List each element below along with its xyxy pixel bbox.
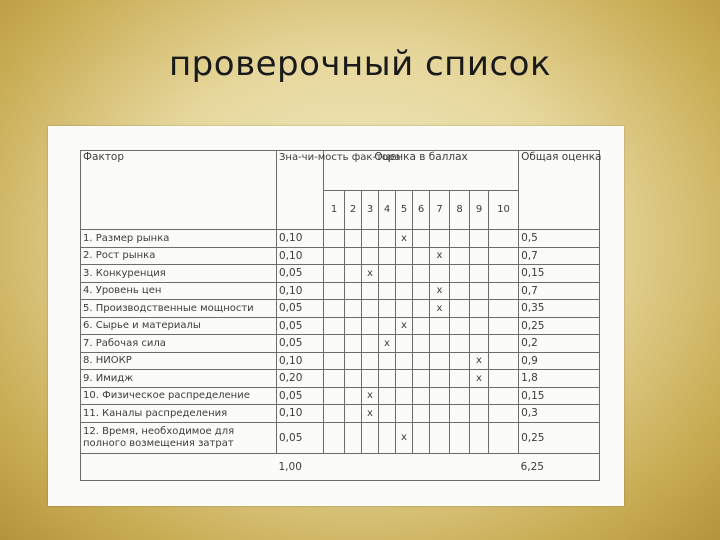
score-cell bbox=[413, 300, 430, 318]
score-cell bbox=[345, 317, 362, 335]
score-cell bbox=[413, 265, 430, 283]
score-mark: x bbox=[362, 405, 379, 423]
score-cell bbox=[430, 335, 450, 353]
score-mark: x bbox=[470, 352, 489, 370]
score-mark: x bbox=[396, 317, 413, 335]
score-cell bbox=[379, 370, 396, 388]
weight-cell: 0,05 bbox=[277, 387, 324, 405]
score-cell bbox=[362, 247, 379, 265]
score-cell bbox=[324, 422, 345, 453]
total-cell: 0,7 bbox=[519, 247, 600, 265]
score-cell bbox=[396, 387, 413, 405]
score-cell bbox=[489, 230, 519, 248]
score-cell bbox=[450, 422, 470, 453]
scale-9: 9 bbox=[470, 190, 489, 230]
header-total: Общая оценка bbox=[519, 151, 600, 230]
header-factor: Фактор bbox=[81, 151, 277, 230]
scale-8: 8 bbox=[450, 190, 470, 230]
sum-total: 6,25 bbox=[519, 453, 600, 480]
total-cell: 0,25 bbox=[519, 422, 600, 453]
score-cell bbox=[413, 247, 430, 265]
factor-cell: 8. НИОКР bbox=[81, 352, 277, 370]
score-cell bbox=[489, 405, 519, 423]
checklist-table bbox=[80, 150, 600, 481]
score-cell bbox=[362, 300, 379, 318]
score-cell bbox=[413, 405, 430, 423]
score-cell bbox=[430, 405, 450, 423]
sum-label-cell bbox=[81, 453, 277, 480]
score-cell bbox=[379, 247, 396, 265]
score-cell bbox=[450, 247, 470, 265]
score-cell bbox=[450, 300, 470, 318]
score-cell bbox=[489, 352, 519, 370]
score-cell bbox=[413, 317, 430, 335]
score-cell bbox=[430, 230, 450, 248]
sum-weight: 1,00 bbox=[277, 453, 324, 480]
score-cell bbox=[379, 387, 396, 405]
score-cell bbox=[324, 300, 345, 318]
table-row bbox=[81, 317, 600, 335]
score-cell bbox=[396, 300, 413, 318]
score-cell bbox=[345, 265, 362, 283]
total-cell: 0,3 bbox=[519, 405, 600, 423]
score-cell bbox=[324, 405, 345, 423]
weight-cell: 0,05 bbox=[277, 265, 324, 283]
table-row bbox=[81, 352, 600, 370]
table-row bbox=[81, 247, 600, 265]
score-mark: x bbox=[470, 370, 489, 388]
factor-cell: 10. Физическое распределение bbox=[81, 387, 277, 405]
score-cell bbox=[362, 335, 379, 353]
weight-cell: 0,05 bbox=[277, 422, 324, 453]
scale-1: 1 bbox=[324, 190, 345, 230]
total-cell: 0,5 bbox=[519, 230, 600, 248]
score-cell bbox=[470, 317, 489, 335]
total-cell: 0,7 bbox=[519, 282, 600, 300]
score-cell bbox=[489, 282, 519, 300]
score-cell bbox=[470, 282, 489, 300]
scale-2: 2 bbox=[345, 190, 362, 230]
score-cell bbox=[450, 405, 470, 423]
total-cell: 0,9 bbox=[519, 352, 600, 370]
scale-10: 10 bbox=[489, 190, 519, 230]
score-cell bbox=[396, 282, 413, 300]
total-cell: 0,2 bbox=[519, 335, 600, 353]
factor-cell: 5. Производственные мощности bbox=[81, 300, 277, 318]
weight-cell: 0,20 bbox=[277, 370, 324, 388]
score-cell bbox=[489, 265, 519, 283]
score-mark: x bbox=[362, 265, 379, 283]
factor-cell: 7. Рабочая сила bbox=[81, 335, 277, 353]
table-row bbox=[81, 300, 600, 318]
score-cell bbox=[396, 405, 413, 423]
score-mark: x bbox=[379, 335, 396, 353]
score-cell bbox=[470, 300, 489, 318]
slide-title: проверочный список bbox=[168, 44, 552, 84]
header-row bbox=[81, 151, 600, 191]
score-cell bbox=[430, 370, 450, 388]
total-cell: 0,35 bbox=[519, 300, 600, 318]
score-cell bbox=[470, 230, 489, 248]
score-cell bbox=[413, 230, 430, 248]
factor-cell: 4. Уровень цен bbox=[81, 282, 277, 300]
score-cell bbox=[324, 247, 345, 265]
table-row bbox=[81, 282, 600, 300]
score-cell bbox=[345, 282, 362, 300]
score-cell bbox=[450, 387, 470, 405]
score-cell bbox=[470, 422, 489, 453]
scale-6: 6 bbox=[413, 190, 430, 230]
score-cell bbox=[396, 335, 413, 353]
score-cell bbox=[345, 352, 362, 370]
score-cell bbox=[470, 405, 489, 423]
scale-3: 3 bbox=[362, 190, 379, 230]
weight-cell: 0,10 bbox=[277, 247, 324, 265]
score-cell bbox=[470, 247, 489, 265]
scanned-table-image bbox=[48, 126, 624, 506]
score-cell bbox=[379, 352, 396, 370]
score-cell bbox=[362, 370, 379, 388]
score-cell bbox=[413, 335, 430, 353]
score-cell bbox=[345, 405, 362, 423]
table-row bbox=[81, 230, 600, 248]
factor-cell: 2. Рост рынка bbox=[81, 247, 277, 265]
score-cell bbox=[430, 422, 450, 453]
score-cell bbox=[379, 282, 396, 300]
score-cell bbox=[396, 265, 413, 283]
table-row bbox=[81, 265, 600, 283]
table-row bbox=[81, 405, 600, 423]
factor-cell: 12. Время, необходимое для полного возмещения затрат bbox=[81, 422, 277, 453]
factor-cell: 9. Имидж bbox=[81, 370, 277, 388]
score-mark: x bbox=[430, 300, 450, 318]
score-cell bbox=[413, 387, 430, 405]
score-cell bbox=[396, 352, 413, 370]
score-mark: x bbox=[430, 282, 450, 300]
total-cell: 0,15 bbox=[519, 387, 600, 405]
score-cell bbox=[413, 352, 430, 370]
score-cell bbox=[450, 230, 470, 248]
table-row bbox=[81, 422, 600, 453]
score-cell bbox=[324, 317, 345, 335]
score-cell bbox=[362, 352, 379, 370]
score-cell bbox=[345, 300, 362, 318]
score-cell bbox=[396, 247, 413, 265]
score-cell bbox=[470, 387, 489, 405]
factor-cell: 3. Конкуренция bbox=[81, 265, 277, 283]
weight-cell: 0,05 bbox=[277, 317, 324, 335]
weight-cell: 0,05 bbox=[277, 335, 324, 353]
score-cell bbox=[489, 387, 519, 405]
score-cell bbox=[324, 265, 345, 283]
scale-4: 4 bbox=[379, 190, 396, 230]
score-cell bbox=[379, 230, 396, 248]
score-cell bbox=[413, 370, 430, 388]
table-row bbox=[81, 370, 600, 388]
score-cell bbox=[362, 230, 379, 248]
score-cell bbox=[362, 422, 379, 453]
factor-cell: 11. Каналы распределения bbox=[81, 405, 277, 423]
score-cell bbox=[345, 335, 362, 353]
score-mark: x bbox=[362, 387, 379, 405]
score-mark: x bbox=[396, 230, 413, 248]
weight-cell: 0,10 bbox=[277, 282, 324, 300]
score-cell bbox=[379, 300, 396, 318]
score-cell bbox=[324, 370, 345, 388]
score-cell bbox=[345, 247, 362, 265]
score-mark: x bbox=[430, 247, 450, 265]
header-score: Оценка в баллах bbox=[324, 151, 519, 191]
score-cell bbox=[430, 352, 450, 370]
factor-cell: 6. Сырье и материалы bbox=[81, 317, 277, 335]
score-cell bbox=[430, 265, 450, 283]
table-row bbox=[81, 335, 600, 353]
weight-cell: 0,10 bbox=[277, 352, 324, 370]
score-cell bbox=[379, 265, 396, 283]
score-cell bbox=[489, 422, 519, 453]
score-cell bbox=[430, 387, 450, 405]
score-cell bbox=[470, 265, 489, 283]
weight-cell: 0,10 bbox=[277, 405, 324, 423]
score-cell bbox=[489, 300, 519, 318]
score-cell bbox=[413, 422, 430, 453]
score-mark: x bbox=[396, 422, 413, 453]
score-cell bbox=[345, 230, 362, 248]
score-cell bbox=[450, 282, 470, 300]
score-cell bbox=[324, 230, 345, 248]
total-cell: 1,8 bbox=[519, 370, 600, 388]
sum-spacer bbox=[324, 453, 519, 480]
score-cell bbox=[470, 335, 489, 353]
factor-cell: 1. Размер рынка bbox=[81, 230, 277, 248]
score-cell bbox=[489, 317, 519, 335]
scale-7: 7 bbox=[430, 190, 450, 230]
score-cell bbox=[324, 352, 345, 370]
score-cell bbox=[489, 247, 519, 265]
total-cell: 0,25 bbox=[519, 317, 600, 335]
score-cell bbox=[396, 370, 413, 388]
score-cell bbox=[362, 282, 379, 300]
table-row bbox=[81, 387, 600, 405]
score-cell bbox=[489, 370, 519, 388]
total-cell: 0,15 bbox=[519, 265, 600, 283]
score-cell bbox=[450, 335, 470, 353]
score-cell bbox=[450, 370, 470, 388]
score-cell bbox=[324, 387, 345, 405]
score-cell bbox=[450, 265, 470, 283]
score-cell bbox=[430, 317, 450, 335]
header-weight: Зна-чи-мость фак-тора bbox=[277, 151, 324, 230]
sum-row bbox=[81, 453, 600, 480]
weight-cell: 0,05 bbox=[277, 300, 324, 318]
score-cell bbox=[324, 282, 345, 300]
score-cell bbox=[362, 317, 379, 335]
score-cell bbox=[379, 405, 396, 423]
score-cell bbox=[450, 352, 470, 370]
score-cell bbox=[345, 387, 362, 405]
score-cell bbox=[489, 335, 519, 353]
weight-cell: 0,10 bbox=[277, 230, 324, 248]
scale-5: 5 bbox=[396, 190, 413, 230]
score-cell bbox=[345, 422, 362, 453]
score-cell bbox=[450, 317, 470, 335]
score-cell bbox=[413, 282, 430, 300]
score-cell bbox=[379, 422, 396, 453]
score-cell bbox=[379, 317, 396, 335]
score-cell bbox=[324, 335, 345, 353]
score-cell bbox=[345, 370, 362, 388]
